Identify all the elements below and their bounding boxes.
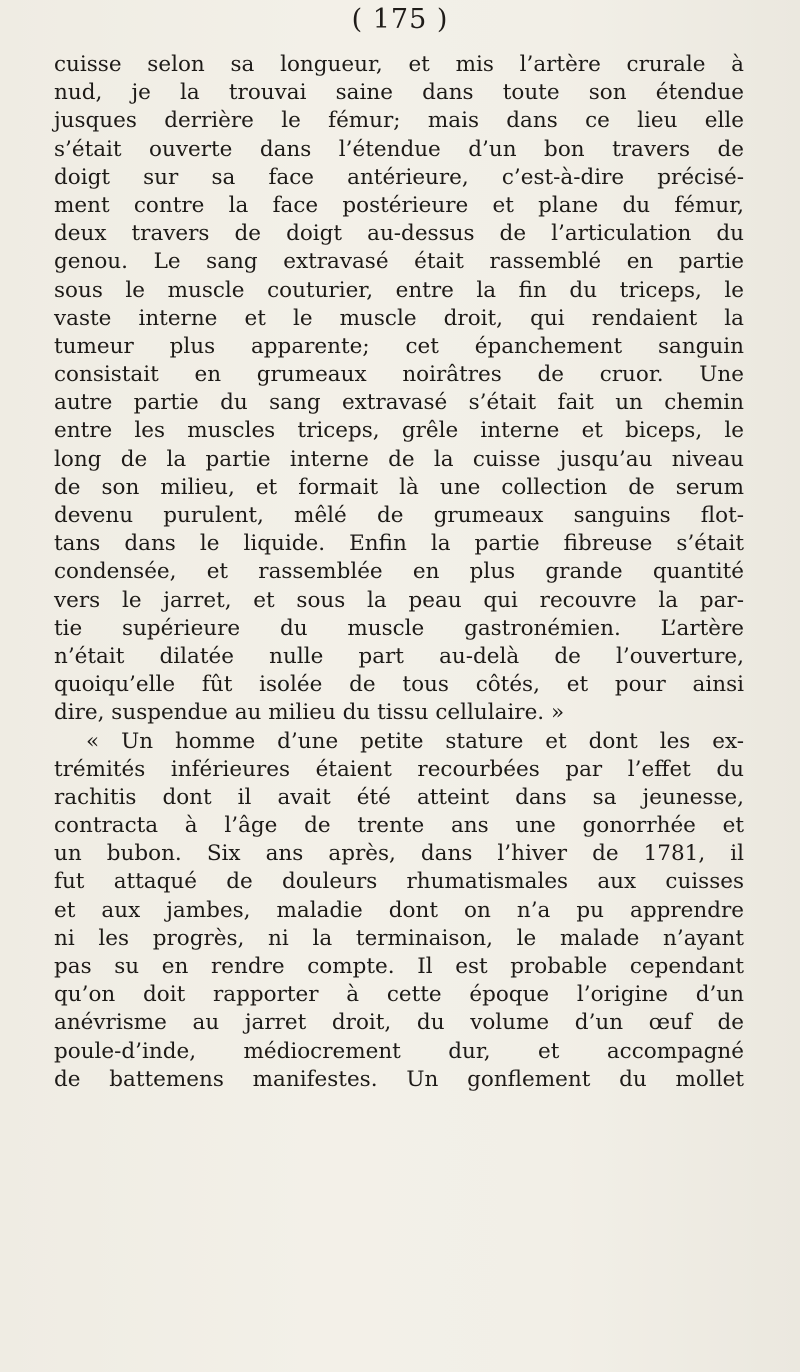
text-line: un bubon. Six ans après, dans l’hiver de 1781, il xyxy=(54,841,744,867)
text-line: pas su en rendre compte. Il est probable cependant xyxy=(54,954,744,979)
text-line: de son milieu, et formait là une collection de serum xyxy=(54,474,744,500)
text-line: s’était ouverte dans l’étendue d’un bon travers de xyxy=(54,136,744,162)
body-text xyxy=(54,51,744,1094)
text-line: de battemens manifestes. Un gonflement du mollet xyxy=(54,1066,744,1092)
text-line: anévrisme au jarret droit, du volume d’un œuf de xyxy=(54,1010,744,1036)
text-line: tie supérieure du muscle gastronémien. L’artère xyxy=(54,615,744,641)
text-line: vers le jarret, et sous la peau qui recouvre la par- xyxy=(54,587,744,613)
text-line: quoiqu’elle fût isolée de tous côtés, et pour ainsi xyxy=(54,672,744,698)
text-line: doigt sur sa face antérieure, c’est-à-dire précisé- xyxy=(54,164,744,190)
text-line: nud, je la trouvai saine dans toute son étendue xyxy=(54,80,744,106)
text-line: ni les progrès, ni la terminaison, le malade n’ayant xyxy=(54,925,744,951)
text-line: cuisse selon sa longueur, et mis l’artère crurale à xyxy=(54,52,744,77)
text-line: fut attaqué de douleurs rhumatismales aux cuisses xyxy=(54,869,744,895)
text-line: trémités inférieures étaient recourbées par l’effet du xyxy=(54,756,744,782)
text-line: long de la partie interne de la cuisse jusqu’au niveau xyxy=(54,446,744,472)
text-line: sous le muscle couturier, entre la fin du triceps, le xyxy=(54,277,744,303)
text-line: autre partie du sang extravasé s’était fait un chemin xyxy=(54,390,744,416)
text-line: qu’on doit rapporter à cette époque l’origine d’un xyxy=(54,982,744,1008)
text-line: et aux jambes, maladie dont on n’a pu apprendre xyxy=(54,897,744,923)
text-line: dire, suspendue au milieu du tissu cellulaire. » xyxy=(54,700,565,726)
text-line: vaste interne et le muscle droit, qui rendaient la xyxy=(54,305,744,331)
text-line: condensée, et rassemblée en plus grande quantité xyxy=(54,559,744,585)
text-line: jusques derrière le fémur; mais dans ce lieu elle xyxy=(54,108,744,134)
text-line: contracta à l’âge de trente ans une gonorrhée et xyxy=(54,813,744,839)
text-line: deux travers de doigt au-dessus de l’articulation du xyxy=(54,221,744,247)
text-line: n’était dilatée nulle part au-delà de l’ouverture, xyxy=(54,643,744,669)
page-number: ( 175 ) xyxy=(351,4,449,35)
text-line: devenu purulent, mêlé de grumeaux sanguins flot- xyxy=(54,503,744,528)
text-line: poule-d’inde, médiocrement dur, et accompagné xyxy=(54,1038,744,1064)
text-line: rachitis dont il avait été atteint dans sa jeunesse, xyxy=(54,784,744,810)
text-line: genou. Le sang extravasé était rassemblé en partie xyxy=(54,249,744,275)
text-line: ment contre la face postérieure et plane du fémur, xyxy=(54,192,744,218)
text-line: entre les muscles triceps, grêle interne et biceps, le xyxy=(54,418,744,444)
text-line: tans dans le liquide. Enfin la partie fibreuse s’était xyxy=(54,531,744,557)
text-line: consistait en grumeaux noirâtres de cruor. Une xyxy=(54,362,744,388)
text-line: « Un homme d’une petite stature et dont les ex- xyxy=(86,728,744,754)
text-line: tumeur plus apparente; cet épanchement sanguin xyxy=(54,333,744,359)
